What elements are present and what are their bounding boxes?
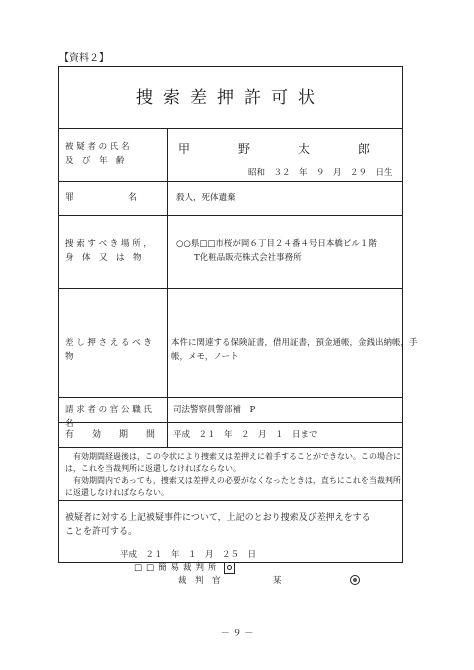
declaration-line2: ことを許可する。 (65, 527, 138, 537)
judge-title: 裁 判 官 (178, 576, 221, 586)
row-divider (58, 128, 403, 129)
column-divider (167, 128, 168, 447)
suspect-dob: 昭和 ３２ 年 ９ 月 ２９ 日生 (248, 168, 393, 178)
row-divider (58, 215, 403, 216)
judge-line (178, 574, 363, 586)
note-line1: 有効期間経過後は，この令状により捜索又は差押えに着手することができない。この場合に (65, 452, 401, 461)
court-name: □□簡易裁判所 (134, 563, 221, 573)
row-divider (58, 288, 403, 289)
issue-date: 平成 ２１ 年 １ 月 ２５ 日 (120, 550, 257, 560)
note-line2: は，これを当裁判所に返還しなければならない。 (65, 464, 241, 473)
warrant-title: 捜索差押許可状 (136, 88, 325, 108)
place-label-line2: 身 体 又 は 物 (65, 253, 142, 263)
crime-label: 罪 名 (65, 193, 138, 203)
note-line4: に返還しなければならない。 (65, 488, 169, 497)
declaration-line1: 被疑者に対する上記被疑事件について，上記のとおり捜索及び差押えをする (65, 513, 371, 523)
place-value-line1: ○○県□□市桜が岡６丁目２４番４号日本橋ビル１階 (176, 239, 377, 249)
validity-label: 有 効 期 間 (65, 430, 156, 440)
row-divider (58, 397, 403, 398)
suspect-label-line1: 被 疑 者 の 氏 名 (65, 142, 130, 152)
page-number: － ９ － (220, 629, 254, 639)
items-value-line2: 帳，メモ，ノート (171, 352, 239, 362)
document-tag: 【資料２】 (59, 53, 109, 64)
court-seal-icon (224, 562, 235, 574)
crime-value: 殺人，死体遺棄 (176, 193, 236, 203)
suspect-label-line2: 及 び 年 齢 (65, 156, 125, 166)
row-divider (58, 447, 403, 448)
row-divider (58, 500, 403, 501)
items-value-line1: 本件に関連する保険証書，借用証書，預金通帳，金銭出納帳，手 (171, 338, 418, 348)
place-value-line2: T化粧品販売株式会社事務所 (194, 253, 302, 263)
requester-value: 司法警察員警部補 P (173, 405, 256, 415)
place-label-line1: 捜 索 す べ き 場 所 ， (65, 239, 152, 249)
judge-name: 某 (273, 576, 282, 586)
items-label: 差 し 押 さ え る べ き 物 (65, 338, 152, 362)
requester-label: 請 求 者 の 官 公 職 氏 名 (65, 405, 152, 429)
court-line (134, 561, 235, 574)
row-divider (58, 181, 403, 182)
judge-stamp-icon (350, 575, 360, 585)
validity-value: 平成 ２１ 年 ２ 月 １ 日まで (173, 430, 318, 440)
note-line3: 有効期間内であっても，捜索又は差押えの必要がなくなったときは，直ちにこれを当裁判所 (65, 476, 401, 485)
suspect-name: 甲 野 太 郎 (178, 142, 389, 156)
